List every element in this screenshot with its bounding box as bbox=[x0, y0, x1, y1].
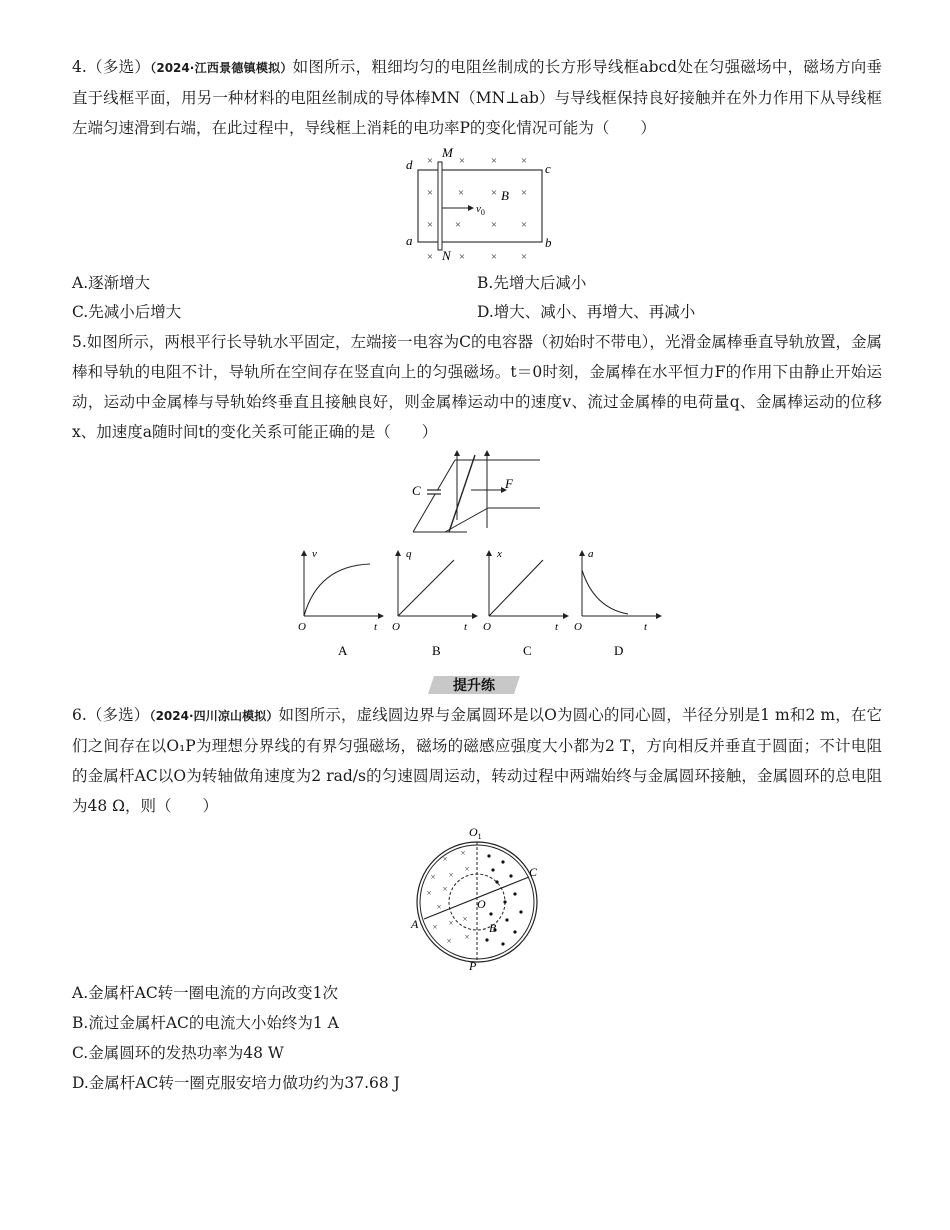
svg-text:×: × bbox=[446, 936, 452, 946]
graph-B-xlabel: t bbox=[464, 621, 468, 633]
question-5-stem bbox=[72, 327, 882, 447]
figure-q6-ring bbox=[405, 822, 555, 972]
svg-text:×: × bbox=[520, 219, 528, 231]
question-type: （多选） bbox=[86, 706, 150, 724]
option-C[interactable]: C.金属圆环的发热功率为48 W bbox=[72, 1044, 284, 1062]
graph-B bbox=[384, 544, 484, 660]
graph-D-ylabel: a bbox=[588, 548, 594, 560]
svg-text:×: × bbox=[426, 219, 434, 231]
question-text: 如图所示，粗细均匀的电阻丝制成的长方形导线框abcd处在匀强磁场中，磁场方向垂直于线框平面，用另一种材料的电阻丝制成的导体棒MN（MN⊥ab）与导线框保持良好接触并在外力作用下从导线框左端匀速滑到右端，在此过程中，导线框上消耗的电功率P的变化情况可能为（ ） bbox=[72, 58, 882, 137]
svg-text:×: × bbox=[430, 872, 436, 882]
svg-text:×: × bbox=[490, 251, 498, 263]
question-6-options bbox=[72, 978, 882, 1098]
svg-text:×: × bbox=[458, 155, 466, 167]
graph-D bbox=[568, 544, 668, 660]
svg-text:×: × bbox=[490, 187, 498, 199]
svg-text:×: × bbox=[462, 914, 468, 924]
label-C: C bbox=[412, 483, 421, 498]
question-4-options bbox=[72, 269, 882, 327]
svg-text:×: × bbox=[454, 219, 462, 231]
graph-D-label: D bbox=[614, 643, 624, 658]
question-text: 如图所示，两根平行长导轨水平固定，左端接一电容为C的电容器（初始时不带电），光滑金属棒垂直导轨放置，金属棒和导轨的电阻不计，导轨所在空间存在竖直向上的匀强磁场。t＝0时刻，金属棒在水平恒力F的作用下由静止开始运动，运动中金属棒与导轨始终垂直且接触良好，则金属棒运动中的速度v、流过金属棒的电荷量q、金属棒运动的位移x、加速度a随时间t的变化关系可能正确的是（ ） bbox=[72, 333, 882, 441]
option-B[interactable]: B.先增大后减小 bbox=[477, 274, 587, 292]
svg-text:×: × bbox=[426, 155, 434, 167]
svg-text:×: × bbox=[464, 932, 470, 942]
svg-text:×: × bbox=[448, 870, 454, 880]
graph-A-label: A bbox=[338, 643, 348, 658]
question-4 bbox=[72, 52, 882, 143]
label-B: B bbox=[501, 188, 509, 203]
svg-text:×: × bbox=[436, 902, 442, 912]
graph-B-label: B bbox=[432, 643, 441, 658]
label-N: N bbox=[442, 248, 451, 263]
section-header bbox=[428, 674, 520, 696]
svg-text:×: × bbox=[520, 251, 528, 263]
svg-text:×: × bbox=[426, 251, 434, 263]
figure-q5-rails bbox=[405, 448, 545, 534]
graph-C bbox=[475, 544, 575, 660]
graph-C-xlabel: t bbox=[555, 621, 559, 633]
graph-D-xlabel: t bbox=[644, 621, 648, 633]
graph-B-origin: O bbox=[392, 621, 400, 633]
question-4-stem bbox=[72, 52, 882, 143]
question-5 bbox=[72, 327, 882, 447]
label-B: B bbox=[489, 921, 497, 935]
question-number: 5. bbox=[72, 333, 87, 351]
graph-C-ylabel: x bbox=[497, 548, 502, 560]
question-type: （多选） bbox=[86, 58, 151, 76]
svg-text:×: × bbox=[520, 187, 528, 199]
label-M: M bbox=[442, 145, 453, 160]
label-c: c bbox=[545, 161, 551, 176]
label-A: A bbox=[411, 917, 419, 931]
svg-text:×: × bbox=[426, 888, 432, 898]
svg-text:×: × bbox=[520, 155, 528, 167]
svg-text:×: × bbox=[442, 854, 448, 864]
question-6-stem bbox=[72, 700, 882, 821]
question-6 bbox=[72, 700, 882, 821]
graph-A-origin: O bbox=[298, 621, 306, 633]
label-O: O bbox=[477, 897, 486, 911]
option-A[interactable]: A.金属杆AC转一圈电流的方向改变1次 bbox=[72, 984, 339, 1002]
option-B[interactable]: B.流过金属杆AC的电流大小始终为1 A bbox=[72, 1014, 339, 1032]
figure-q4-wire-frame bbox=[398, 144, 558, 266]
graph-A bbox=[290, 544, 390, 660]
option-A[interactable]: A.逐渐增大 bbox=[72, 274, 151, 292]
question-text: 如图所示，虚线圆边界与金属圆环是以O为圆心的同心圆，半径分别是1 m和2 m，在它们之间存在以O₁P为理想分界线的有界匀强磁场，磁场的磁感应强度大小都为2 T，方向相反并垂直于圆面；不计电阻的金属杆AC以O为转轴做角速度为2 rad/s的匀速圆周运动，转动过程中两端始终与金属圆环接触，金属圆环的总电阻为48 Ω，则（ ） bbox=[72, 706, 882, 815]
graph-C-label: C bbox=[523, 643, 532, 658]
question-source: （2024·江西景德镇模拟） bbox=[150, 61, 293, 75]
label-d: d bbox=[406, 157, 413, 172]
question-number: 6. bbox=[72, 706, 87, 724]
section-title: 提升练 bbox=[453, 678, 495, 694]
svg-text:×: × bbox=[464, 864, 470, 874]
svg-text:×: × bbox=[458, 251, 466, 263]
label-a: a bbox=[406, 233, 413, 248]
svg-text:×: × bbox=[460, 848, 466, 858]
option-D[interactable]: D.增大、减小、再增大、再减小 bbox=[477, 303, 696, 321]
graph-A-ylabel: v bbox=[312, 548, 317, 560]
graph-C-origin: O bbox=[483, 621, 491, 633]
label-v0: $v_0$ bbox=[476, 203, 485, 217]
svg-text:×: × bbox=[457, 187, 465, 199]
question-source: （2024·四川凉山模拟） bbox=[149, 709, 279, 723]
svg-text:×: × bbox=[432, 922, 438, 932]
label-P: P bbox=[469, 959, 477, 972]
graph-D-origin: O bbox=[574, 621, 582, 633]
label-b: b bbox=[545, 235, 552, 250]
label-F: F bbox=[505, 476, 513, 491]
graph-B-ylabel: q bbox=[406, 548, 412, 560]
option-C[interactable]: C.先减小后增大 bbox=[72, 303, 182, 321]
label-O1: $O_1$ bbox=[469, 825, 482, 841]
svg-text:×: × bbox=[448, 918, 454, 928]
option-D[interactable]: D.金属杆AC转一圈克服安培力做功约为37.68 J bbox=[72, 1074, 400, 1092]
graph-A-xlabel: t bbox=[374, 621, 378, 633]
svg-text:×: × bbox=[490, 155, 498, 167]
svg-text:×: × bbox=[490, 219, 498, 231]
label-C: C bbox=[529, 865, 538, 879]
svg-text:×: × bbox=[442, 884, 448, 894]
svg-text:×: × bbox=[426, 187, 434, 199]
question-number: 4. bbox=[72, 58, 87, 76]
